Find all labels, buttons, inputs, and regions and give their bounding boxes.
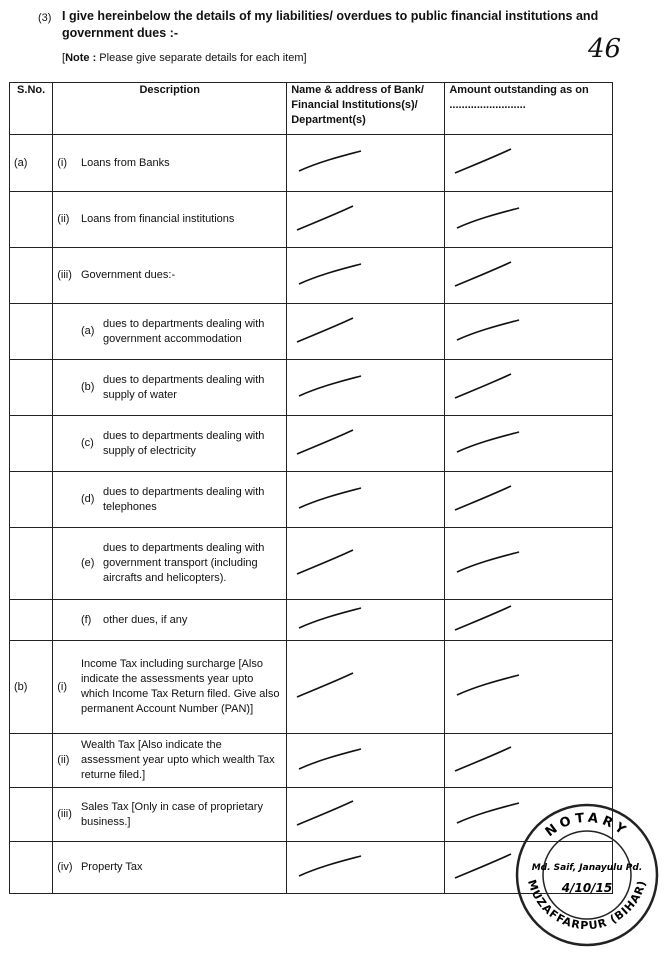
row-index: (iv) xyxy=(53,842,77,894)
row-sno xyxy=(10,472,53,528)
row-bank-cell xyxy=(287,248,445,304)
table-header-row xyxy=(10,83,613,135)
handwritten-dash xyxy=(449,480,608,520)
row-bank-cell xyxy=(287,734,445,788)
handwritten-dash xyxy=(449,424,608,464)
row-sno xyxy=(10,528,53,600)
handwritten-dash xyxy=(291,312,440,352)
handwritten-dash xyxy=(291,848,440,888)
table-body xyxy=(10,135,613,894)
row-description: Wealth Tax [Also indicate the assessment year upto which wealth Tax returne filed.] xyxy=(77,734,287,788)
row-sub-label: (d) xyxy=(80,493,95,505)
handwritten-dash xyxy=(291,544,440,584)
row-amount-cell xyxy=(445,472,613,528)
liabilities-table xyxy=(9,82,613,894)
row-bank-cell xyxy=(287,304,445,360)
row-index: (i) xyxy=(53,641,77,734)
row-sno xyxy=(10,842,53,894)
section-heading: I give hereinbelow the details of my liabilities/ overdues to public financial institutions and government dues :- xyxy=(62,9,599,40)
row-description-text: dues to departments dealing with government transport (including aircrafts and helicopters). xyxy=(102,542,265,584)
note-text: Please give separate details for each item] xyxy=(99,52,307,64)
row-index: (iii) xyxy=(53,788,77,842)
stamp-top-text: NOTARY xyxy=(542,810,632,841)
row-sub-label: (c) xyxy=(80,437,94,449)
handwritten-dash xyxy=(291,256,440,296)
row-bank-cell xyxy=(287,600,445,641)
row-sno xyxy=(10,734,53,788)
row-bank-cell xyxy=(287,416,445,472)
table-row xyxy=(10,416,613,472)
handwritten-dash xyxy=(449,741,608,781)
row-sno: (a) xyxy=(10,135,53,192)
table-row xyxy=(10,734,613,788)
row-index xyxy=(53,472,77,528)
stamp-bottom-text: MUZAFFARPUR (BIHAR) xyxy=(525,878,649,933)
row-description-text: dues to departments dealing with telephones xyxy=(102,485,265,513)
row-description xyxy=(77,304,287,360)
table-row xyxy=(10,192,613,248)
row-amount-cell xyxy=(445,304,613,360)
row-description xyxy=(77,600,287,641)
row-amount-cell xyxy=(445,360,613,416)
table-row xyxy=(10,528,613,600)
handwritten-dash xyxy=(449,200,608,240)
row-amount-cell xyxy=(445,600,613,641)
table-row xyxy=(10,600,613,641)
row-sno xyxy=(10,360,53,416)
table-row xyxy=(10,304,613,360)
section-number: (3) xyxy=(38,12,52,24)
row-index xyxy=(53,304,77,360)
row-description: Property Tax xyxy=(77,842,287,894)
row-sub-label: (b) xyxy=(80,381,95,393)
row-amount-cell xyxy=(445,135,613,192)
row-index: (iii) xyxy=(53,248,77,304)
row-amount-cell xyxy=(445,416,613,472)
page-number: 46 xyxy=(588,34,622,64)
row-description-text: dues to departments dealing with government accommodation xyxy=(102,317,265,345)
note-line xyxy=(62,52,307,64)
row-bank-cell xyxy=(287,641,445,734)
handwritten-dash xyxy=(291,143,440,183)
row-bank-cell xyxy=(287,528,445,600)
row-sub-label: (a) xyxy=(80,325,95,337)
handwritten-dash xyxy=(449,667,608,707)
handwritten-dash xyxy=(291,200,440,240)
header-bank: Name & address of Bank/ Financial Institutions(s)/ Department(s) xyxy=(287,83,445,135)
row-index: (ii) xyxy=(53,734,77,788)
note-open-bracket: [ xyxy=(62,52,66,64)
row-index xyxy=(53,600,77,641)
row-description-text: dues to departments dealing with supply of electricity xyxy=(102,429,265,457)
row-description xyxy=(77,360,287,416)
notary-stamp xyxy=(512,800,662,950)
row-description xyxy=(77,528,287,600)
row-sub-label: (e) xyxy=(80,557,95,569)
row-bank-cell xyxy=(287,360,445,416)
handwritten-dash xyxy=(449,143,608,183)
row-description: Loans from Banks xyxy=(77,135,287,192)
handwritten-dash xyxy=(291,741,440,781)
row-sno xyxy=(10,416,53,472)
header-sno: S.No. xyxy=(10,83,53,135)
row-amount-cell xyxy=(445,528,613,600)
row-sno xyxy=(10,248,53,304)
row-bank-cell xyxy=(287,192,445,248)
handwritten-dash xyxy=(291,424,440,464)
table-row xyxy=(10,360,613,416)
row-amount-cell xyxy=(445,734,613,788)
row-description: Loans from financial institutions xyxy=(77,192,287,248)
row-bank-cell xyxy=(287,788,445,842)
handwritten-dash xyxy=(291,667,440,707)
row-description xyxy=(77,416,287,472)
row-description: Government dues:- xyxy=(77,248,287,304)
row-amount-cell xyxy=(445,192,613,248)
header-description: Description xyxy=(53,83,287,135)
row-index xyxy=(53,416,77,472)
handwritten-dash xyxy=(291,795,440,835)
row-sno xyxy=(10,304,53,360)
row-sub-label: (f) xyxy=(80,613,92,626)
table-row xyxy=(10,135,613,192)
handwritten-dash xyxy=(449,312,608,352)
stamp-inner-ring xyxy=(543,831,631,919)
row-bank-cell xyxy=(287,842,445,894)
row-description-text: other dues, if any xyxy=(102,613,188,626)
handwritten-dash xyxy=(449,600,608,640)
row-description: Sales Tax [Only in case of proprietary business.] xyxy=(77,788,287,842)
row-index xyxy=(53,360,77,416)
handwritten-dash xyxy=(449,544,608,584)
row-amount-cell xyxy=(445,248,613,304)
row-index: (i) xyxy=(53,135,77,192)
header-amount: Amount outstanding as on ......................... xyxy=(445,83,613,135)
row-description: Income Tax including surcharge [Also indicate the assessments year upto which Income Tax Return filed. Give also permanent Account Number (PAN)] xyxy=(77,641,287,734)
note-label: Note : xyxy=(65,52,97,64)
row-amount-cell xyxy=(445,641,613,734)
table-row xyxy=(10,472,613,528)
row-bank-cell xyxy=(287,135,445,192)
row-description-text: dues to departments dealing with supply of water xyxy=(102,373,265,401)
handwritten-dash xyxy=(449,256,608,296)
row-sno xyxy=(10,192,53,248)
handwritten-dash xyxy=(291,600,440,640)
row-sno: (b) xyxy=(10,641,53,734)
table-row xyxy=(10,641,613,734)
row-description xyxy=(77,472,287,528)
row-sno xyxy=(10,600,53,641)
row-index: (ii) xyxy=(53,192,77,248)
stamp-signature: Md. Saif, Janayulu Pd. xyxy=(531,863,643,873)
row-bank-cell xyxy=(287,472,445,528)
handwritten-dash xyxy=(449,368,608,408)
row-index xyxy=(53,528,77,600)
handwritten-dash xyxy=(291,368,440,408)
stamp-date: 4/10/15 xyxy=(561,881,613,895)
table-row xyxy=(10,248,613,304)
row-sno xyxy=(10,788,53,842)
handwritten-dash xyxy=(291,480,440,520)
